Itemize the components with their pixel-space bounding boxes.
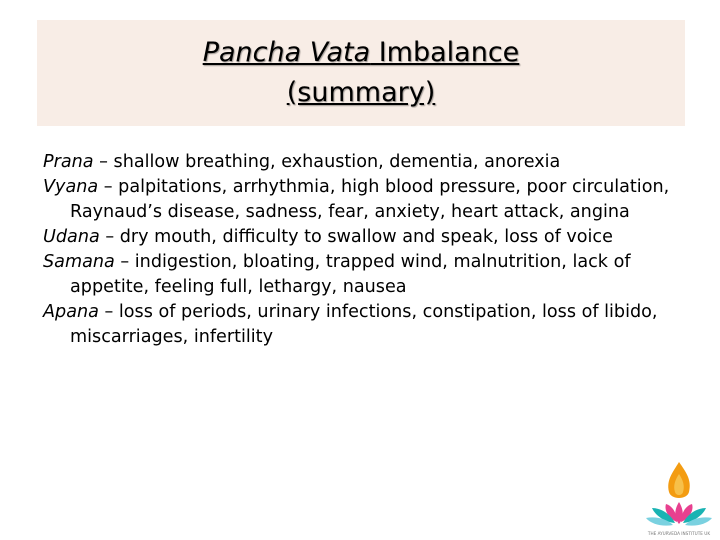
title-box: [37, 20, 685, 126]
item-term: Apana: [43, 302, 99, 322]
item-term: Vyana: [43, 177, 99, 197]
list-item-prana: [43, 150, 693, 175]
imbalance-list: [43, 150, 693, 350]
title-italic-part: Pancha Vata: [202, 37, 371, 68]
slide-title-line-1: [203, 33, 520, 73]
list-item-vyana: [43, 175, 693, 225]
item-text: – loss of periods, urinary infections, constipation, loss of libido, miscarriages, infertility: [70, 302, 658, 347]
item-term: Samana: [43, 252, 115, 272]
list-item-apana: [43, 300, 693, 350]
title-rest-part: Imbalance: [370, 37, 520, 68]
list-item-samana: [43, 250, 693, 300]
item-term: Prana: [43, 152, 94, 172]
logo-caption: THE AYURVEDA INSTITUTE UK: [647, 531, 711, 536]
item-text: – shallow breathing, exhaustion, dementia, anorexia: [93, 152, 561, 172]
list-item-udana: [43, 225, 693, 250]
item-text: – dry mouth, difficulty to swallow and speak, loss of voice: [99, 227, 613, 247]
item-text: – indigestion, bloating, trapped wind, malnutrition, lack of appetite, feeling full, lethargy, nausea: [70, 252, 631, 297]
lotus-flame-logo-icon: [640, 458, 718, 538]
item-text: – palpitations, arrhythmia, high blood pressure, poor circulation, Raynaud’s disease, sadness, fear, anxiety, heart attack, angina: [70, 177, 670, 222]
item-term: Udana: [43, 227, 100, 247]
slide-title-line-2: (summary): [286, 77, 436, 108]
